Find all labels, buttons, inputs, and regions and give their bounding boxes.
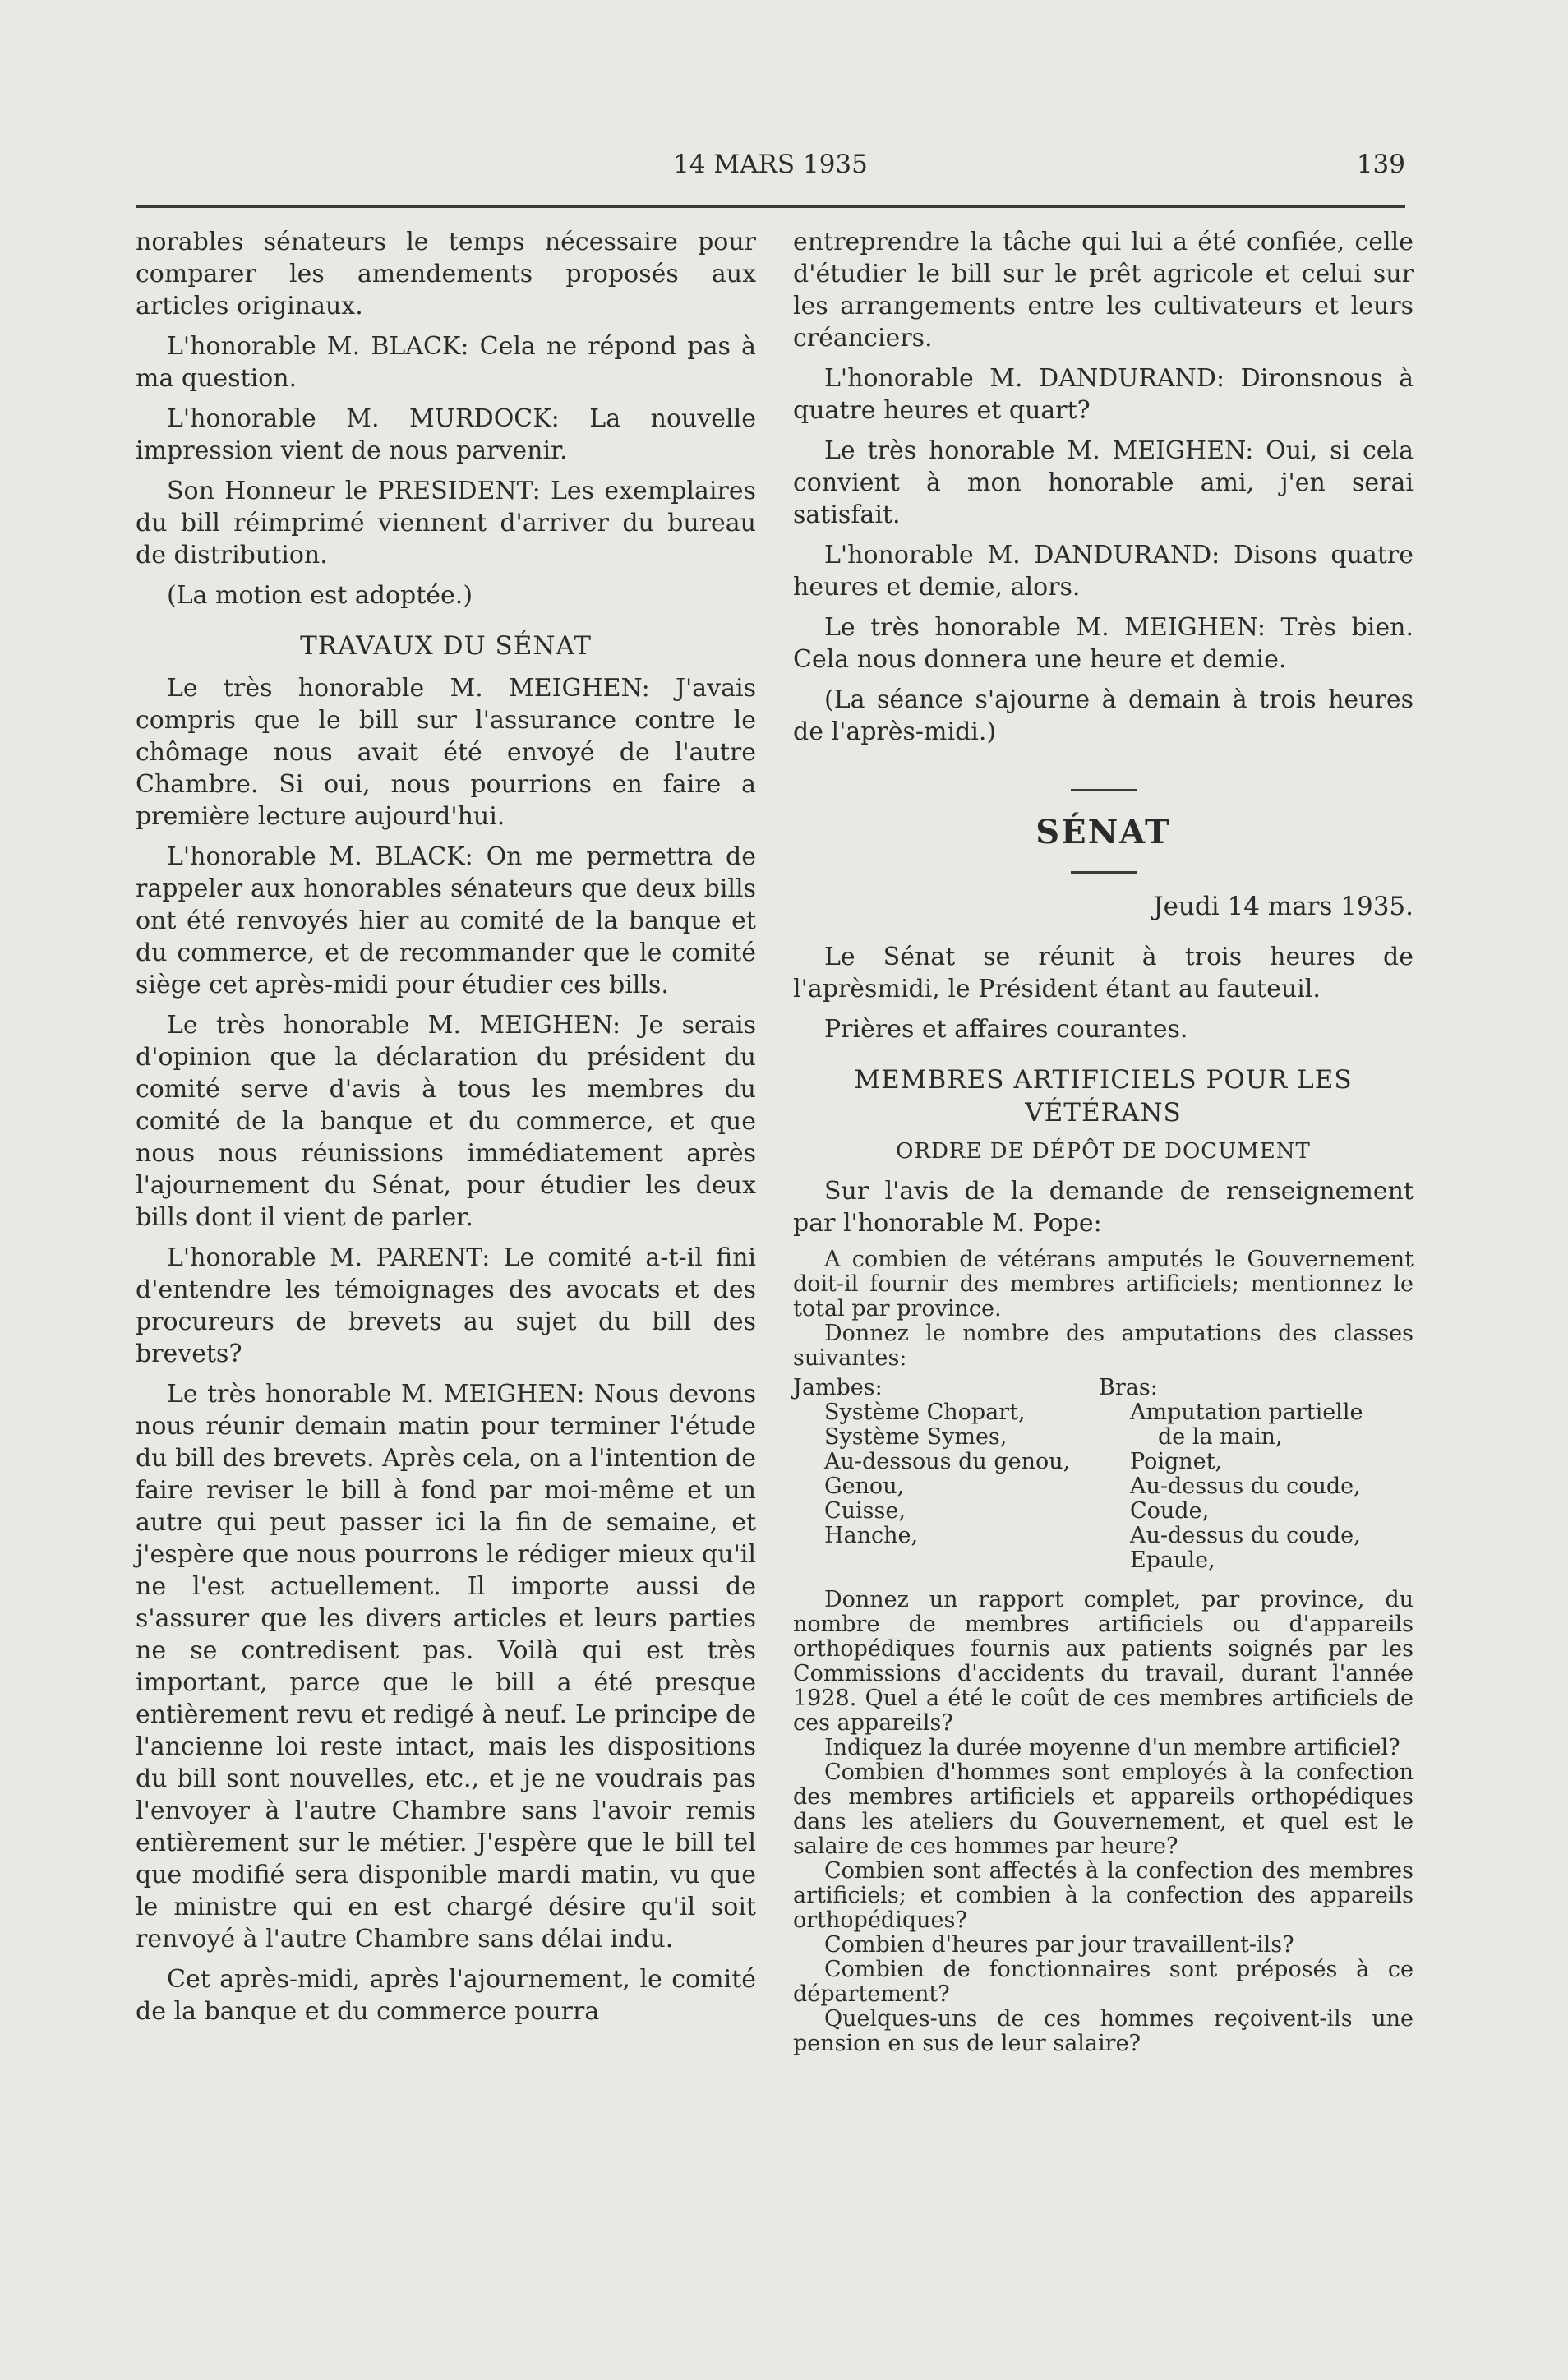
paragraph: L'honorable M. BLACK: Cela ne répond pas à ma question.	[136, 332, 756, 393]
right-column	[793, 226, 1414, 2056]
paragraph: (La motion est adoptée.)	[167, 581, 473, 610]
paragraph: Le Sénat se réunit à trois heures de l'aprèsmidi, le Président étant au fauteuil.	[793, 943, 1414, 1003]
question: A combien de vétérans amputés le Gouvernement doit-il fournir des membres artificiels; mentionnez le total par province.	[793, 1247, 1414, 1321]
paragraph: Le très honorable M. MEIGHEN: Nous devons nous réunir demain matin pour terminer l'étude du bill des brevets. Après cela, on a l'intention de faire reviser le bill à fond par moi-même et un autre qui peut passer ici la fin de semaine, et j'espère que nous pourrons le rédiger mieux qu'il ne l'est actuellement. Il importe aussi de s'assurer que les divers articles et leurs parties ne se contredisent pas. Voilà qui est très important, parce que le bill a été presque entièrement revu et redigé à neuf. Le principe de l'ancienne loi reste intact, mais les dispositions du bill sont nouvelles, etc., et je ne voudrais pas l'envoyer à l'autre Chambre sans l'avoir remis entièrement sur le métier. J'espère que le bill tel que modifié sera disponible mardi matin, vu que le ministre qui en est chargé désire qu'il soit renvoyé à l'autre Chambre sans délai indu.	[136, 1380, 756, 1953]
jambes-label: Jambes:	[793, 1375, 883, 1400]
list-item: Coude,	[1130, 1498, 1210, 1524]
paragraph: L'honorable M. MURDOCK: La nouvelle impression vient de nous parvenir.	[136, 404, 756, 465]
question: Combien d'hommes sont employés à la confection des membres artificiels et appareils orthopédiques dans les ateliers du Gouvernement, et quel est le salaire de ces hommes par heure?	[793, 1760, 1414, 1859]
header-date: 14 MARS 1935	[673, 150, 868, 179]
paragraph: Le très honorable M. MEIGHEN: J'avais compris que le bill sur l'assurance contre le chômage nous avait été envoyé de l'autre Chambre. Si oui, nous pourrions en faire a première lecture aujourd'hui.	[136, 674, 756, 831]
paragraph: Son Honneur le PRESIDENT: Les exemplaires du bill réimprimé viennent d'arriver du bureau de distribution.	[136, 477, 756, 570]
list-item: Hanche,	[824, 1523, 919, 1548]
bras-label: Bras:	[1099, 1375, 1158, 1400]
page-number: 139	[1356, 150, 1405, 179]
question: Combien de fonctionnaires sont préposés à ce département?	[793, 1957, 1414, 2007]
paragraph: Prières et affaires courantes.	[824, 1015, 1188, 1044]
list-item: Au-dessus du coude,	[1130, 1523, 1361, 1548]
list-item: Au-dessous du genou,	[824, 1449, 1071, 1474]
paragraph: L'honorable M. DANDURAND: Disons quatre heures et demie, alors.	[793, 541, 1414, 602]
header-rule	[136, 205, 1405, 208]
question: Quelques-uns de ces hommes reçoivent-ils une pension en sus de leur salaire?	[793, 2006, 1414, 2056]
paragraph: entreprendre la tâche qui lui a été confiée, celle d'étudier le bill sur le prêt agricole et celui sur les arrangements entre les cultivateurs et leurs créanciers.	[793, 228, 1414, 353]
sitting-date: Jeudi 14 mars 1935.	[1153, 892, 1414, 921]
divider	[1071, 871, 1137, 874]
question: Combien sont affectés à la confection des membres artificiels; et combien à la confection des appareils orthopédiques?	[793, 1858, 1414, 1933]
list-item: Système Symes,	[824, 1424, 1008, 1450]
paragraph: (La séance s'ajourne à demain à trois heures de l'après-midi.)	[793, 685, 1414, 746]
left-column	[136, 226, 756, 2036]
paragraph: L'honorable M. PARENT: Le comité a-t-il fini d'entendre les témoignages des avocats et des procureurs de brevets au sujet du bill des brevets?	[136, 1243, 756, 1368]
divider	[1071, 789, 1137, 791]
paragraph: Le très honorable M. MEIGHEN: Je serais d'opinion que la déclaration du président du comité serve d'avis à tous les membres du comité de la banque et du commerce, et que nous nous réunissions immédiatement après l'ajournement du Sénat, pour étudier les deux bills dont il vient de parler.	[136, 1011, 756, 1232]
page-header	[136, 150, 1405, 191]
question: Combien d'heures par jour travaillent-ils?	[824, 1932, 1294, 1958]
list-item: Cuisse,	[824, 1498, 906, 1524]
list-item: Epaule,	[1130, 1547, 1215, 1573]
subheading: MEMBRES ARTIFICIELS POUR LES VÉTÉRANS	[854, 1065, 1353, 1128]
list-item: Poignet,	[1130, 1449, 1223, 1474]
section-title: SÉNAT	[1035, 813, 1171, 851]
list-item: de la main,	[1158, 1424, 1283, 1450]
question: Donnez le nombre des amputations des classes suivantes:	[793, 1321, 1414, 1371]
order-line: ORDRE DE DÉPÔT DE DOCUMENT	[896, 1139, 1311, 1164]
list-item: Système Chopart,	[824, 1400, 1026, 1425]
question: Indiquez la durée moyenne d'un membre artificiel?	[824, 1735, 1400, 1760]
paragraph: L'honorable M. DANDURAND: Dironsnous à quatre heures et quart?	[793, 364, 1414, 425]
paragraph: Le très honorable M. MEIGHEN: Très bien. Cela nous donnera une heure et demie.	[793, 613, 1414, 674]
list-item: Genou,	[824, 1474, 905, 1499]
section-heading: TRAVAUX DU SÉNAT	[300, 631, 592, 661]
list-item: Au-dessus du coude,	[1130, 1474, 1361, 1499]
paragraph: L'honorable M. BLACK: On me permettra de rappeler aux honorables sénateurs que deux bills ont été renvoyés hier au comité de la banque et du commerce, et de recommander que le comité siège cet après-midi pour étudier ces bills.	[136, 842, 756, 999]
list-item: Amputation partielle	[1130, 1400, 1363, 1425]
intro-paragraph: Sur l'avis de la demande de renseignement par l'honorable M. Pope:	[793, 1177, 1414, 1238]
jambes-list	[793, 1376, 1114, 1548]
bras-list	[1099, 1376, 1419, 1573]
paragraph: norables sénateurs le temps nécessaire pour comparer les amendements proposés aux articles originaux.	[136, 228, 756, 321]
paragraph: Le très honorable M. MEIGHEN: Oui, si cela convient à mon honorable ami, j'en serai satisfait.	[793, 436, 1414, 529]
amputation-list	[793, 1376, 1414, 1581]
question: Donnez un rapport complet, par province, du nombre de membres artificiels ou d'appareils orthopédiques fournis aux patients soignés par les Commissions d'accidents du travail, durant l'année 1928. Quel a été le coût de ces membres artificiels de ces appareils?	[793, 1587, 1414, 1736]
paragraph: Cet après-midi, après l'ajournement, le comité de la banque et du commerce pourra	[136, 1965, 756, 2026]
